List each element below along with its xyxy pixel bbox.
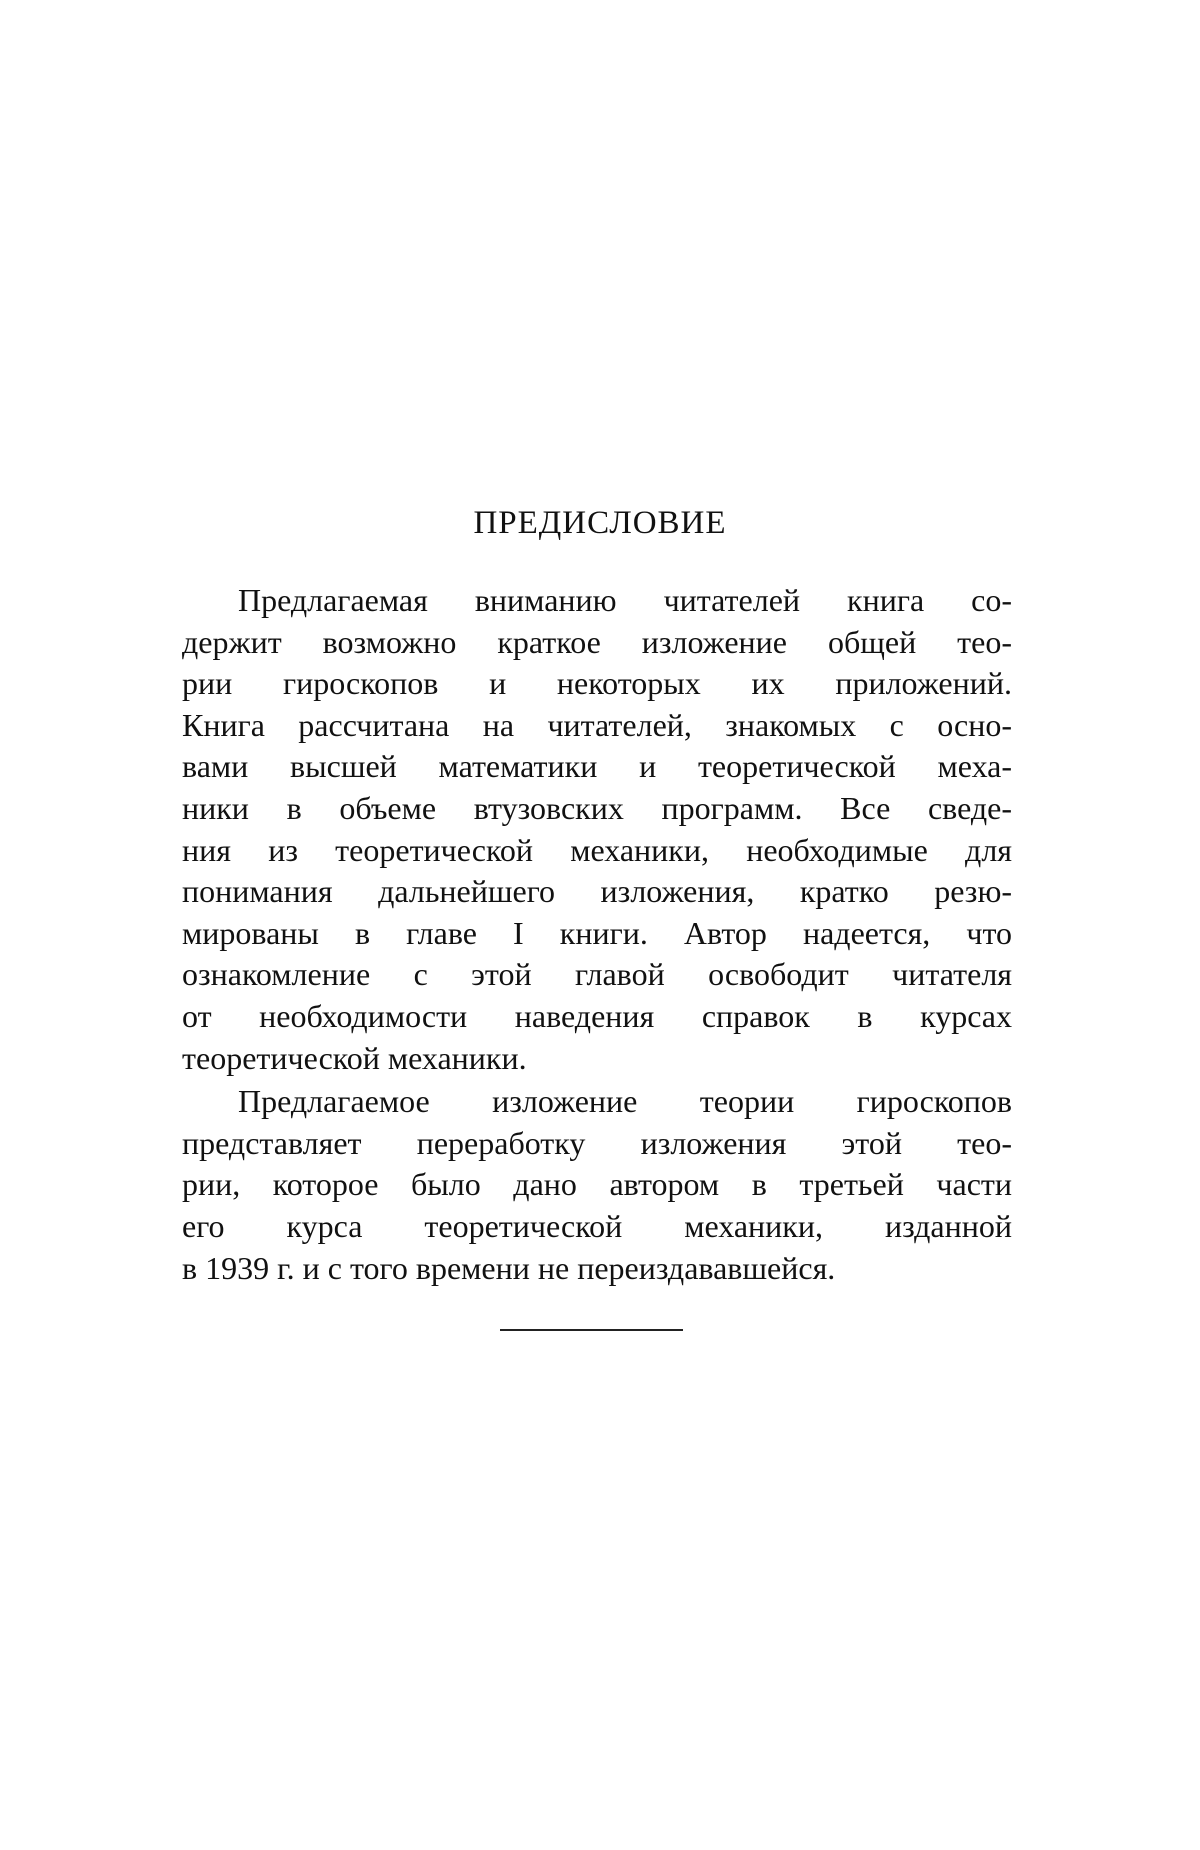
text-line: ния из теоретической механики, необходимые для <box>182 831 1012 868</box>
text-line: от необходимости наведения справок в курсах <box>182 997 1012 1034</box>
text-line: Предлагаемая вниманию читателей книга со- <box>238 582 1012 618</box>
preface-text <box>182 580 1012 1289</box>
text-line: Предлагаемое изложение теории гироскопов <box>238 1083 1012 1120</box>
paragraph-2 <box>182 1081 1012 1289</box>
text-line: рии гироскопов и некоторых их приложений. <box>182 665 1012 702</box>
section-divider <box>500 1329 683 1331</box>
paragraph-1 <box>182 580 1012 1079</box>
text-line: вами высшей математики и теоретической меха- <box>182 748 1012 785</box>
text-line: ники в объеме втузовских программ. Все сведе- <box>182 789 1012 826</box>
text-line: мированы в главе I книги. Автор надеется, что <box>182 914 1012 951</box>
page-title: ПРЕДИСЛОВИЕ <box>473 505 727 541</box>
text-line: держит возможно краткое изложение общей тео- <box>182 623 1012 660</box>
text-line: понимания дальнейшего изложения, кратко резю- <box>182 873 1012 910</box>
text-line: теоретической механики. <box>182 1039 527 1076</box>
text-line: рии, которое было дано автором в третьей части <box>182 1166 1012 1203</box>
text-line: его курса теоретической механики, изданной <box>182 1207 1012 1244</box>
text-line: ознакомление с этой главой освободит читателя <box>182 956 1012 993</box>
text-line: Книга рассчитана на читателей, знакомых с осно- <box>182 706 1012 743</box>
text-line: в 1939 г. и с того времени не переиздававшейся. <box>182 1249 836 1286</box>
text-line: представляет переработку изложения этой тео- <box>182 1124 1012 1161</box>
